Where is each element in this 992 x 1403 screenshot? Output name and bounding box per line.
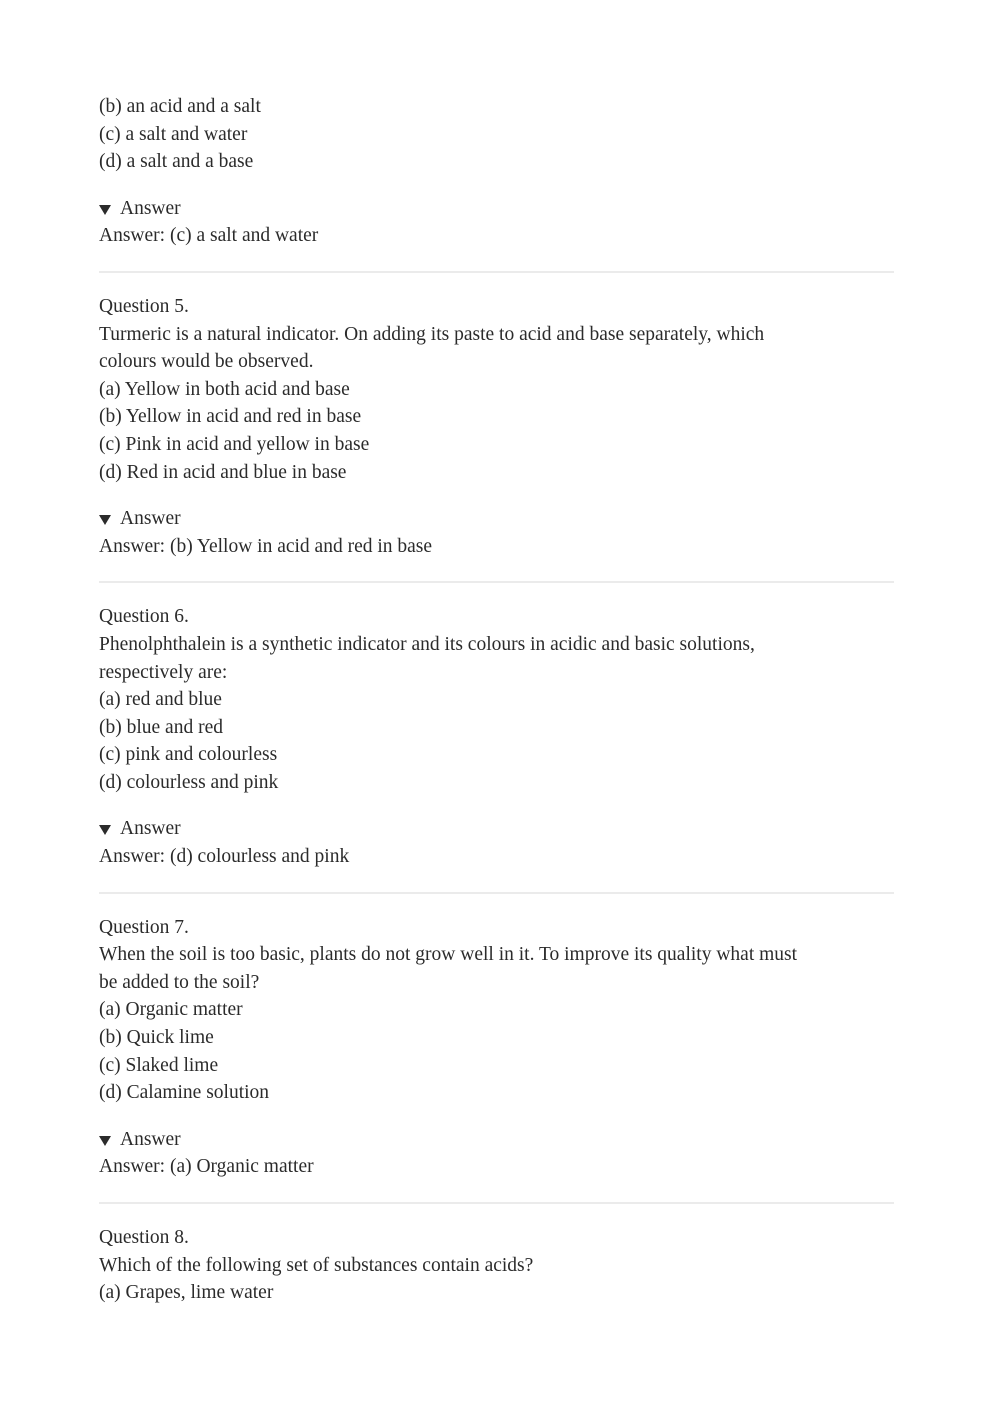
option-c: (c) Pink in acid and yellow in base	[99, 433, 370, 455]
option-d: (d) a salt and a base	[99, 151, 254, 173]
options-list	[99, 1279, 894, 1307]
answer-block	[99, 1126, 894, 1181]
question-8	[99, 1224, 894, 1307]
options-list	[99, 686, 894, 796]
option-d: (d) colourless and pink	[99, 771, 279, 793]
option-c: (c) a salt and water	[99, 123, 248, 145]
answer-text: Answer: (b) Yellow in acid and red in base	[99, 535, 433, 557]
answer-block	[99, 195, 894, 250]
question-5	[99, 293, 894, 560]
question-text-line-1: Which of the following set of substances contain acids?	[99, 1254, 534, 1276]
document-page	[99, 93, 894, 1307]
triangle-down-icon	[99, 205, 111, 215]
option-d: (d) Red in acid and blue in base	[99, 461, 347, 483]
option-c: (c) pink and colourless	[99, 744, 278, 766]
option-c: (c) Slaked lime	[99, 1054, 219, 1076]
answer-text: Answer: (c) a salt and water	[99, 225, 319, 247]
option-a: (a) red and blue	[99, 689, 222, 711]
question-4-continued	[99, 93, 894, 250]
divider	[99, 581, 894, 583]
question-text-line-1: Phenolphthalein is a synthetic indicator and its colours in acidic and basic solutions,	[99, 633, 755, 655]
triangle-down-icon	[99, 1136, 111, 1146]
question-text-line-2: colours would be observed.	[99, 351, 314, 373]
answer-toggle[interactable]	[99, 195, 181, 223]
option-a: (a) Grapes, lime water	[99, 1282, 274, 1304]
option-a: (a) Yellow in both acid and base	[99, 378, 350, 400]
option-a: (a) Organic matter	[99, 999, 243, 1021]
divider	[99, 271, 894, 273]
divider	[99, 892, 894, 894]
question-title: Question 5.	[99, 295, 189, 317]
answer-block	[99, 815, 894, 870]
answer-toggle-label: Answer	[120, 508, 181, 530]
option-d: (d) Calamine solution	[99, 1082, 270, 1104]
option-b: (b) Quick lime	[99, 1027, 214, 1049]
options-list	[99, 996, 894, 1106]
question-text-line-2: be added to the soil?	[99, 971, 260, 993]
answer-toggle[interactable]	[99, 815, 181, 843]
option-b: (b) blue and red	[99, 716, 223, 738]
answer-toggle-label: Answer	[120, 1128, 181, 1150]
question-7	[99, 914, 894, 1181]
answer-text: Answer: (d) colourless and pink	[99, 846, 350, 868]
question-text-line-1: Turmeric is a natural indicator. On adding its paste to acid and base separately, which	[99, 323, 765, 345]
question-6	[99, 603, 894, 870]
option-b: (b) Yellow in acid and red in base	[99, 406, 362, 428]
options-list	[99, 93, 894, 176]
triangle-down-icon	[99, 515, 111, 525]
question-title: Question 8.	[99, 1227, 189, 1248]
answer-toggle[interactable]	[99, 505, 181, 533]
options-list	[99, 376, 894, 486]
question-text-line-1: When the soil is too basic, plants do not grow well in it. To improve its quality what must	[99, 944, 798, 966]
option-b: (b) an acid and a salt	[99, 96, 261, 117]
question-title: Question 6.	[99, 606, 189, 628]
question-text-line-2: respectively are:	[99, 661, 228, 683]
answer-toggle-label: Answer	[120, 818, 181, 840]
question-title: Question 7.	[99, 916, 189, 938]
answer-text: Answer: (a) Organic matter	[99, 1156, 314, 1178]
answer-toggle-label: Answer	[120, 197, 181, 219]
divider	[99, 1202, 894, 1204]
answer-toggle[interactable]	[99, 1126, 181, 1154]
answer-block	[99, 505, 894, 560]
triangle-down-icon	[99, 825, 111, 835]
